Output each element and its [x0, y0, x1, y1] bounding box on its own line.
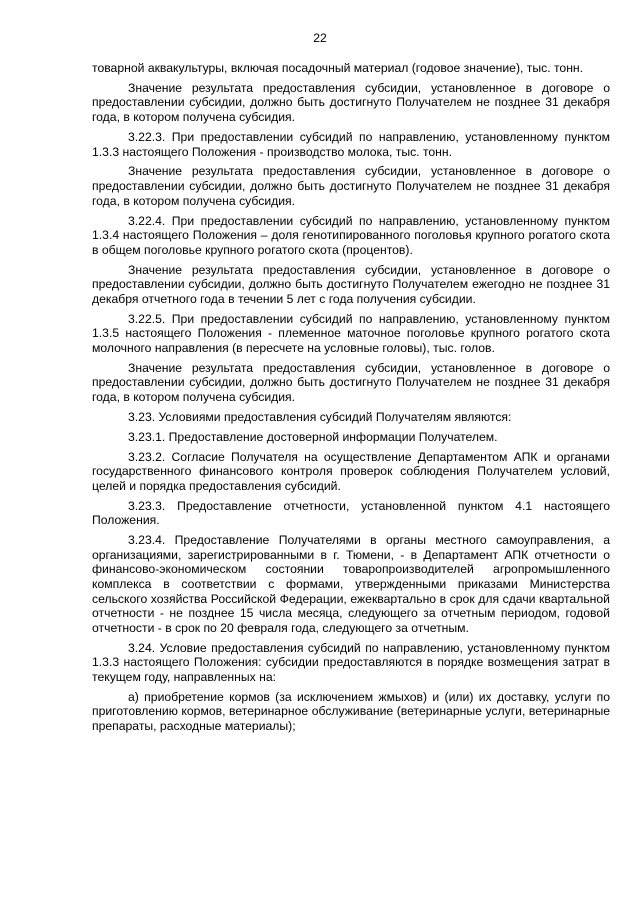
paragraph: Значение результата предоставления субсидии, установленное в договоре о предоставлении субсидии, должно быть достигнуто Получателем ежегодно не позднее 31 декабря отчетного года в течении 5 лет с года получения субсидии. — [92, 262, 610, 306]
paragraph: 3.22.5. При предоставлении субсидий по направлению, установленному пунктом 1.3.5 настоящего Положения - племенное маточное поголовье крупного рогатого скота молочного направления (в пересчете на условные головы), тыс. голов. — [92, 311, 610, 355]
paragraph: Значение результата предоставления субсидии, установленное в договоре о предоставлении субсидии, должно быть достигнуто Получателем не позднее 31 декабря года, в котором получена субсидия. — [92, 80, 610, 125]
paragraph: 3.24. Условие предоставления субсидий по направлению, установленному пунктом 1.3.3 настоящего Положения: субсидии предоставляются в порядке возмещения затрат в текущем году, направленных на: — [92, 640, 610, 684]
paragraph: Значение результата предоставления субсидии, установленное в договоре о предоставлении субсидии, должно быть достигнуто Получателем не позднее 31 декабря года, в котором получена субсидия. — [92, 164, 610, 208]
paragraph: 3.23.3. Предоставление отчетности, установленной пунктом 4.1 настоящего Положения. — [92, 498, 610, 528]
paragraph: 3.23.4. Предоставление Получателями в органы местного самоуправления, а организациями, зарегистрированными в г. Тюмени, - в Департамент АПК отчетности о финансово-экономическом состоянии товаропроизводителей агропромышленного комплекса в соответствии с формами, утвержденными приказами Министерства сельского хозяйства Российской Федерации, ежеквартально в срок для сдачи квартальной отчетности - не позднее 15 числа месяца, следующего за отчетным периодом, годовой отчетности - в срок по 20 февраля года, следующего за отчетным. — [92, 533, 610, 635]
paragraph: 3.22.3. При предоставлении субсидий по направлению, установленному пунктом 1.3.3 настоящего Положения - производство молока, тыс. тонн. — [92, 129, 610, 159]
document-body — [92, 61, 610, 739]
paragraph: товарной аквакультуры, включая посадочный материал (годовое значение), тыс. тонн. — [92, 61, 584, 75]
paragraph: 3.23.1. Предоставление достоверной информации Получателем. — [128, 429, 498, 444]
paragraph: Значение результата предоставления субсидии, установленное в договоре о предоставлении субсидии, должно быть достигнуто Получателем не позднее 31 декабря года, в котором получена субсидия. — [92, 360, 610, 404]
paragraph: 3.23. Условиями предоставления субсидий Получателям являются: — [128, 409, 512, 424]
paragraph: 3.23.2. Согласие Получателя на осуществление Департаментом АПК и органами государственного финансового контроля проверок соблюдения Получателем условий, целей и порядка предоставления субсидий. — [92, 449, 610, 493]
paragraph: а) приобретение кормов (за исключением жмыхов) и (или) их доставку, услуги по приготовлению кормов, ветеринарное обслуживание (ветеринарные услуги, ветеринарные препараты, расходные материалы); — [92, 689, 610, 733]
page-number: 22 — [313, 31, 327, 45]
paragraph: 3.22.4. При предоставлении субсидий по направлению, установленному пунктом 1.3.4 настоящего Положения – доля генотипированного поголовья крупного рогатого скота в общем поголовье крупного рогатого скота (процентов). — [92, 213, 610, 257]
